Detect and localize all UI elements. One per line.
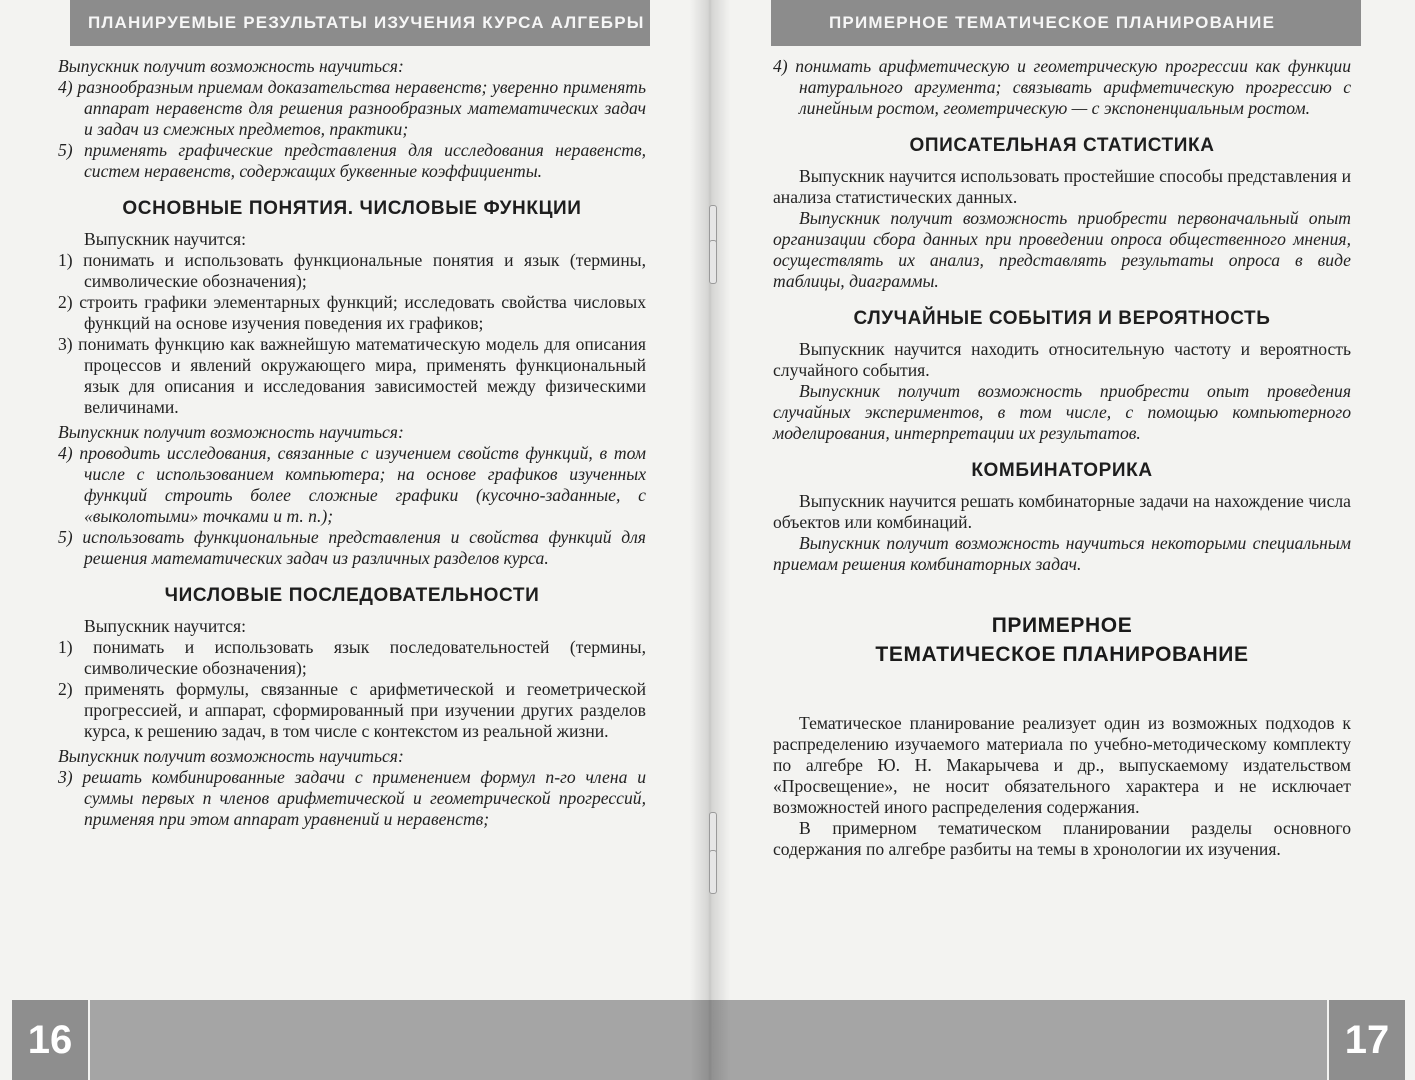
left-footer-bar — [90, 1000, 707, 1080]
intro-item: 4) понимать арифметическую и геометрическую прогрессии как функции натурального аргумента; связывать арифметическую прогрессию с линейным ростом, геометрическую — с экспоненциальным ростом. — [773, 56, 1351, 118]
chapter-heading — [773, 611, 1351, 669]
chapter-heading-line: ПРИМЕРНОЕ — [991, 614, 1133, 637]
chapter-heading-line: ТЕМАТИЧЕСКОЕ ПЛАНИРОВАНИЕ — [875, 643, 1249, 666]
left-text-column — [58, 52, 646, 830]
right-page-number: 17 — [1329, 1000, 1405, 1080]
section-heading-combinatorics: КОМБИНАТОРИКА — [971, 460, 1153, 481]
section-paragraph: Выпускник научится решать комбинаторные задачи на нахождение числа объектов или комбинаций. — [773, 491, 1351, 532]
right-text-column — [773, 56, 1351, 860]
section-heading-statistics: ОПИСАТЕЛЬНАЯ СТАТИСТИКА — [909, 135, 1215, 156]
section-lead: Выпускник научится: — [84, 616, 246, 636]
section-paragraph: Выпускник научится находить относительную частоту и вероятность случайного события. — [773, 339, 1351, 380]
book-gutter — [690, 0, 730, 1080]
left-page-number: 16 — [12, 1000, 88, 1080]
staple-icon — [709, 850, 717, 894]
list-item: 1) понимать и использовать функциональные понятия и язык (термины, символические обозначения); — [58, 250, 646, 291]
section-paragraph-optional: Выпускник получит возможность приобрести опыт проведения случайных экспериментов, в том числе, с помощью компьютерного моделирования, интерпретации их результатов. — [773, 381, 1351, 443]
list-item: 1) понимать и использовать язык последовательностей (термины, символические обозначения); — [58, 637, 646, 678]
intro-item: 4) разнообразным приемам доказательства неравенств; уверенно применять аппарат неравенств для решения разнообразных математических задач и задач из смежных предметов, практики; — [58, 77, 646, 139]
left-page — [0, 0, 707, 1080]
closing-paragraph: Тематическое планирование реализует один из возможных подходов к распределению изучаемого материала по учебно-методическому комплекту по алгебре Ю. Н. Макарычева и др., выпускаемому издательством «Просвещение», не носит обязательного характера и не исключает возможностей иного распределения содержания. — [773, 713, 1351, 817]
section-heading-functions: ОСНОВНЫЕ ПОНЯТИЯ. ЧИСЛОВЫЕ ФУНКЦИИ — [122, 198, 582, 219]
section-lead-optional: Выпускник получит возможность научиться: — [58, 422, 404, 442]
list-item: 2) применять формулы, связанные с арифметической и геометрической прогрессией, и аппарат, сформированный при изучении других разделов курса, к решению задач, в том числе с контекстом из реальной жизни. — [58, 679, 646, 741]
intro-item: 5) применять графические представления для исследования неравенств, систем неравенств, содержащих буквенные коэффициенты. — [58, 140, 646, 181]
left-running-head: ПЛАНИРУЕМЫЕ РЕЗУЛЬТАТЫ ИЗУЧЕНИЯ КУРСА АЛГЕБРЫ — [70, 0, 650, 46]
list-item: 2) строить графики элементарных функций; исследовать свойства числовых функций на основе изучения поведения их графиков; — [58, 292, 646, 333]
list-item-optional: 4) проводить исследования, связанные с изучением свойств функций, в том числе с использованием компьютера; на основе графиков изученных функций строить более сложные графики (кусочно-заданные, с «выколотыми» точками и т. п.); — [58, 443, 646, 526]
section-paragraph-optional: Выпускник получит возможность научиться некоторыми специальным приемам решения комбинаторных задач. — [773, 533, 1351, 574]
section-paragraph: Выпускник научится использовать простейшие способы представления и анализа статистических данных. — [773, 166, 1351, 207]
staple-icon — [709, 240, 717, 284]
list-item-optional: 3) решать комбинированные задачи с применением формул n-го члена и суммы первых n членов арифметической и геометрической прогрессий, применяя при этом аппарат уравнений и неравенств; — [58, 767, 646, 829]
right-page — [707, 0, 1415, 1080]
intro-lead: Выпускник получит возможность научиться: — [58, 56, 404, 76]
section-heading-probability: СЛУЧАЙНЫЕ СОБЫТИЯ И ВЕРОЯТНОСТЬ — [853, 308, 1271, 329]
section-lead-optional: Выпускник получит возможность научиться: — [58, 746, 404, 766]
closing-paragraph: В примерном тематическом планировании разделы основного содержания по алгебре разбиты на темы в хронологии их изучения. — [773, 818, 1351, 859]
list-item: 3) понимать функцию как важнейшую математическую модель для описания процессов и явлений окружающего мира, применять функциональный язык для описания и исследования зависимостей между физическими величинами. — [58, 334, 646, 417]
right-footer-bar — [707, 1000, 1327, 1080]
list-item-optional: 5) использовать функциональные представления и свойства функций для решения математических задач из различных разделов курса. — [58, 527, 646, 568]
section-heading-sequences: ЧИСЛОВЫЕ ПОСЛЕДОВАТЕЛЬНОСТИ — [164, 585, 540, 606]
right-running-head: ПРИМЕРНОЕ ТЕМАТИЧЕСКОЕ ПЛАНИРОВАНИЕ — [771, 0, 1361, 46]
section-paragraph-optional: Выпускник получит возможность приобрести первоначальный опыт организации сбора данных при проведении опроса общественного мнения, осуществлять их анализ, представлять результаты опроса в виде таблицы, диаграммы. — [773, 208, 1351, 291]
section-lead: Выпускник научится: — [84, 229, 246, 249]
